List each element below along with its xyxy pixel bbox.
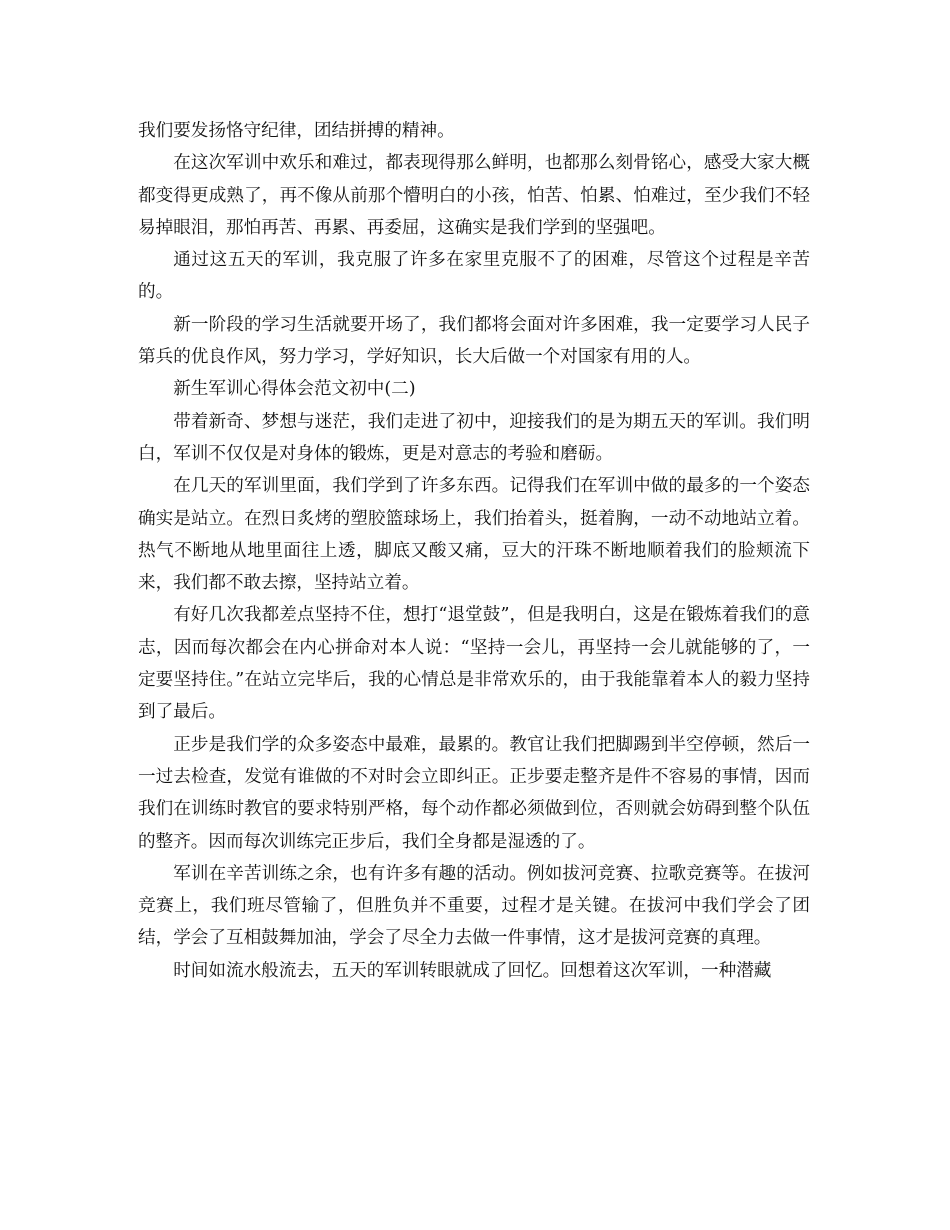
paragraph: 带着新奇、梦想与迷茫，我们走进了初中，迎接我们的是为期五天的军训。我们明白，军训不仅仅是对身体的锻炼，更是对意志的考验和磨砺。: [138, 411, 810, 464]
document-body: [138, 115, 810, 987]
section-heading: 新生军训心得体会范文初中(二): [173, 379, 416, 400]
paragraph: 通过这五天的军训，我克服了许多在家里克服不了的困难，尽管这个过程是辛苦的。: [138, 250, 810, 303]
paragraph: 有好几次我都差点坚持不住，想打“退堂鼓”，但是我明白，这是在锻炼着我们的意志，因而每次都会在内心拼命对本人说：“坚持一会儿，再坚持一会儿就能够的了，一定要坚持住。”在站立完毕后，我的心情总是非常欢乐的，由于我能靠着本人的毅力坚持到了最后。: [138, 605, 810, 723]
paragraph: 正步是我们学的众多姿态中最难，最累的。教官让我们把脚踢到半空停顿，然后一一过去检查，发觉有谁做的不对时会立即纠正。正步要走整齐是件不容易的事情，因而我们在训练时教官的要求特别严格，每个动作都必须做到位，否则就会妨碍到整个队伍的整齐。因而每次训练完正步后，我们全身都是湿透的了。: [138, 734, 810, 852]
paragraph: 新一阶段的学习生活就要开场了，我们都将会面对许多困难，我一定要学习人民子第兵的优良作风，努力学习，学好知识，长大后做一个对国家有用的人。: [138, 314, 810, 368]
paragraph: 在几天的军训里面，我们学到了许多东西。记得我们在军训中做的最多的一个姿态确实是站立。在烈日炙烤的塑胶篮球场上，我们抬着头，挺着胸，一动不动地站立着。热气不断地从地里面往上透，脚底又酸又痛，豆大的汗珠不断地顺着我们的脸颊流下来，我们都不敢去擦，坚持站立着。: [138, 476, 810, 594]
paragraph: 我们要发扬恪守纪律，团结拼搏的精神。: [138, 121, 455, 141]
paragraph: 在这次军训中欢乐和难过，都表现得那么鲜明，也都那么刻骨铭心，感受大家大概都变得更成熟了，再不像从前那个懵明白的小孩，怕苦、怕累、怕难过，至少我们不轻易掉眼泪，那怕再苦、再累、再委屈，这确实是我们学到的坚强吧。: [138, 153, 810, 238]
paragraph: 军训在辛苦训练之余，也有许多有趣的活动。例如拔河竞赛、拉歌竞赛等。在拔河竞赛上，我们班尽管输了，但胜负并不重要，过程才是关键。在拔河中我们学会了团结，学会了互相鼓舞加油，学会了尽全力去做一件事情，这才是拔河竞赛的真理。: [138, 863, 810, 949]
paragraph: 时间如流水般流去，五天的军训转眼就成了回忆。回想着这次军训，一种潜藏: [173, 960, 772, 981]
